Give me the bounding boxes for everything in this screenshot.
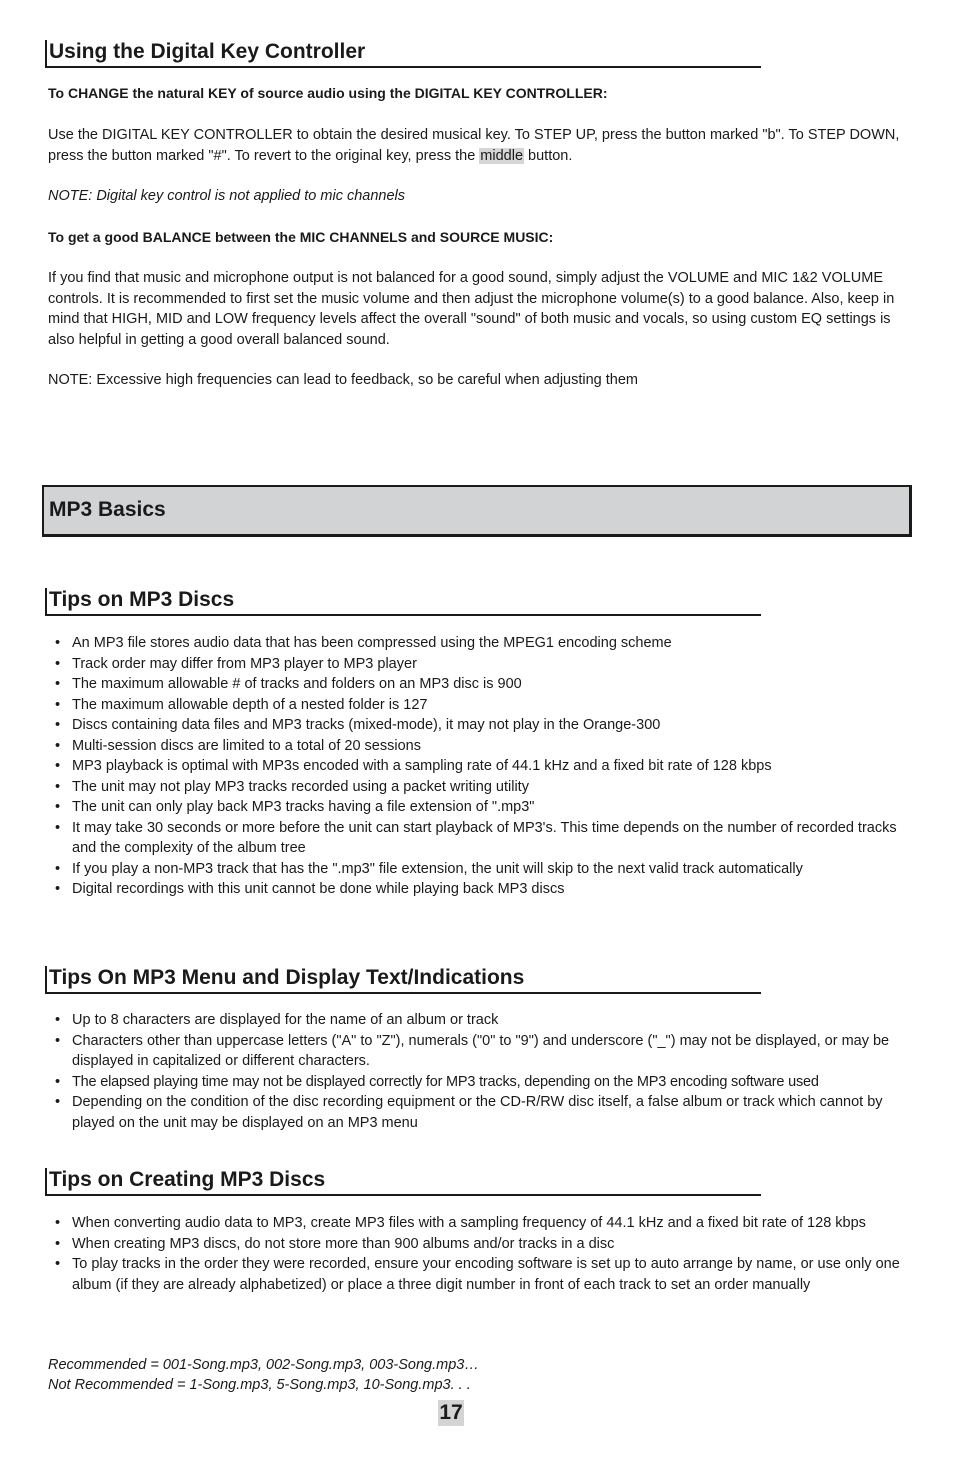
example-not-recommended: Not Recommended = 1-Song.mp3, 5-Song.mp3, 10-Song.mp3. . . xyxy=(48,1377,471,1393)
subheading-change-key: To CHANGE the natural KEY of source audio using the DIGITAL KEY CONTROLLER: xyxy=(48,85,608,101)
list-item: • The unit can only play back MP3 tracks having a file extension of ".mp3" xyxy=(53,797,913,818)
list-item: • Track order may differ from MP3 player to MP3 player xyxy=(53,654,913,675)
list-item: • When converting audio data to MP3, create MP3 files with a sampling frequency of 44.1 kHz and a fixed bit rate of 128 kbps xyxy=(53,1213,915,1234)
list-item: • When creating MP3 discs, do not store more than 900 albums and/or tracks in a disc xyxy=(53,1234,915,1255)
highlighted-word: middle xyxy=(480,147,524,164)
paragraph-key-text-end: button. xyxy=(524,147,573,164)
heading-tips-menu xyxy=(45,966,761,994)
list-tips-menu xyxy=(53,1010,915,1133)
list-item: • If you play a non-MP3 track that has the ".mp3" file extension, the unit will skip to the next valid track automatically xyxy=(53,859,913,880)
paragraph-balance: If you find that music and microphone output is not balanced for a good sound, simply adjust the VOLUME and MIC 1&2 VOLUME controls. It is recommended to first set the music volume and then adjust the microphone volume(s) to a good balance. Also, keep in mind that HIGH, MID and LOW frequency levels affect the overall "sound" of both music and vocals, so using custom EQ settings is also helpful in getting a good overall balanced sound. xyxy=(48,270,895,348)
note-mic-channels: NOTE: Digital key control is not applied to mic channels xyxy=(48,188,406,204)
list-item: • The maximum allowable depth of a nested folder is 127 xyxy=(53,695,913,716)
note-feedback: NOTE: Excessive high frequencies can lead to feedback, so be careful when adjusting them xyxy=(48,372,638,388)
heading-digital-key-text: Using the Digital Key Controller xyxy=(49,40,366,63)
list-tips-discs xyxy=(53,633,913,900)
list-item: • Digital recordings with this unit cannot be done while playing back MP3 discs xyxy=(53,879,913,900)
subheading-balance: To get a good BALANCE between the MIC CHANNELS and SOURCE MUSIC: xyxy=(48,229,554,245)
list-item: • Up to 8 characters are displayed for the name of an album or track xyxy=(53,1010,915,1031)
list-item: • To play tracks in the order they were recorded, ensure your encoding software is set up to auto arrange by name, or use only one album (if they are already alphabetized) or place a three digit number in front of each track to set an order manually xyxy=(53,1254,915,1295)
banner-title: MP3 Basics xyxy=(49,498,166,521)
list-item: • The unit may not play MP3 tracks recorded using a packet writing utility xyxy=(53,777,913,798)
paragraph-key-text-start: Use the DIGITAL KEY CONTROLLER to obtain the desired musical key. To STEP UP, press the button marked "b". To STEP DOWN, press the button marked "#". To revert to the original key, press the xyxy=(48,127,900,164)
list-item: • An MP3 file stores audio data that has been compressed using the MPEG1 encoding scheme xyxy=(53,633,913,654)
list-item: • The maximum allowable # of tracks and folders on an MP3 disc is 900 xyxy=(53,674,913,695)
example-recommended: Recommended = 001-Song.mp3, 002-Song.mp3, 003-Song.mp3… xyxy=(48,1357,479,1373)
list-item: • It may take 30 seconds or more before the unit can start playback of MP3's. This time depends on the number of recorded tracks and the complexity of the album tree xyxy=(53,818,913,859)
list-tips-creating xyxy=(53,1213,915,1295)
paragraph-key-controller xyxy=(48,125,908,166)
heading-tips-creating xyxy=(45,1168,761,1196)
list-item: • Characters other than uppercase letters ("A" to "Z"), numerals ("0" to "9") and underscore ("_") may not be displayed, or may be displayed in capitalized or different characters. xyxy=(53,1031,915,1072)
list-item: • The elapsed playing time may not be displayed correctly for MP3 tracks, depending on the MP3 encoding software used xyxy=(53,1072,915,1093)
list-item: • Depending on the condition of the disc recording equipment or the CD-R/RW disc itself, a false album or track which cannot by played on the unit may be displayed on an MP3 menu xyxy=(53,1092,915,1133)
heading-tips-creating-text: Tips on Creating MP3 Discs xyxy=(49,1168,326,1191)
heading-digital-key xyxy=(45,40,761,68)
heading-tips-menu-text: Tips On MP3 Menu and Display Text/Indications xyxy=(49,966,525,989)
heading-tips-discs xyxy=(45,588,761,616)
page-number: 17 xyxy=(439,1401,463,1424)
banner-mp3-basics xyxy=(42,485,912,537)
heading-tips-discs-text: Tips on MP3 Discs xyxy=(49,588,235,611)
list-item: • Discs containing data files and MP3 tracks (mixed-mode), it may not play in the Orange-300 xyxy=(53,715,913,736)
list-item: • MP3 playback is optimal with MP3s encoded with a sampling rate of 44.1 kHz and a fixed bit rate of 128 kbps xyxy=(53,756,913,777)
list-item: • Multi-session discs are limited to a total of 20 sessions xyxy=(53,736,913,757)
